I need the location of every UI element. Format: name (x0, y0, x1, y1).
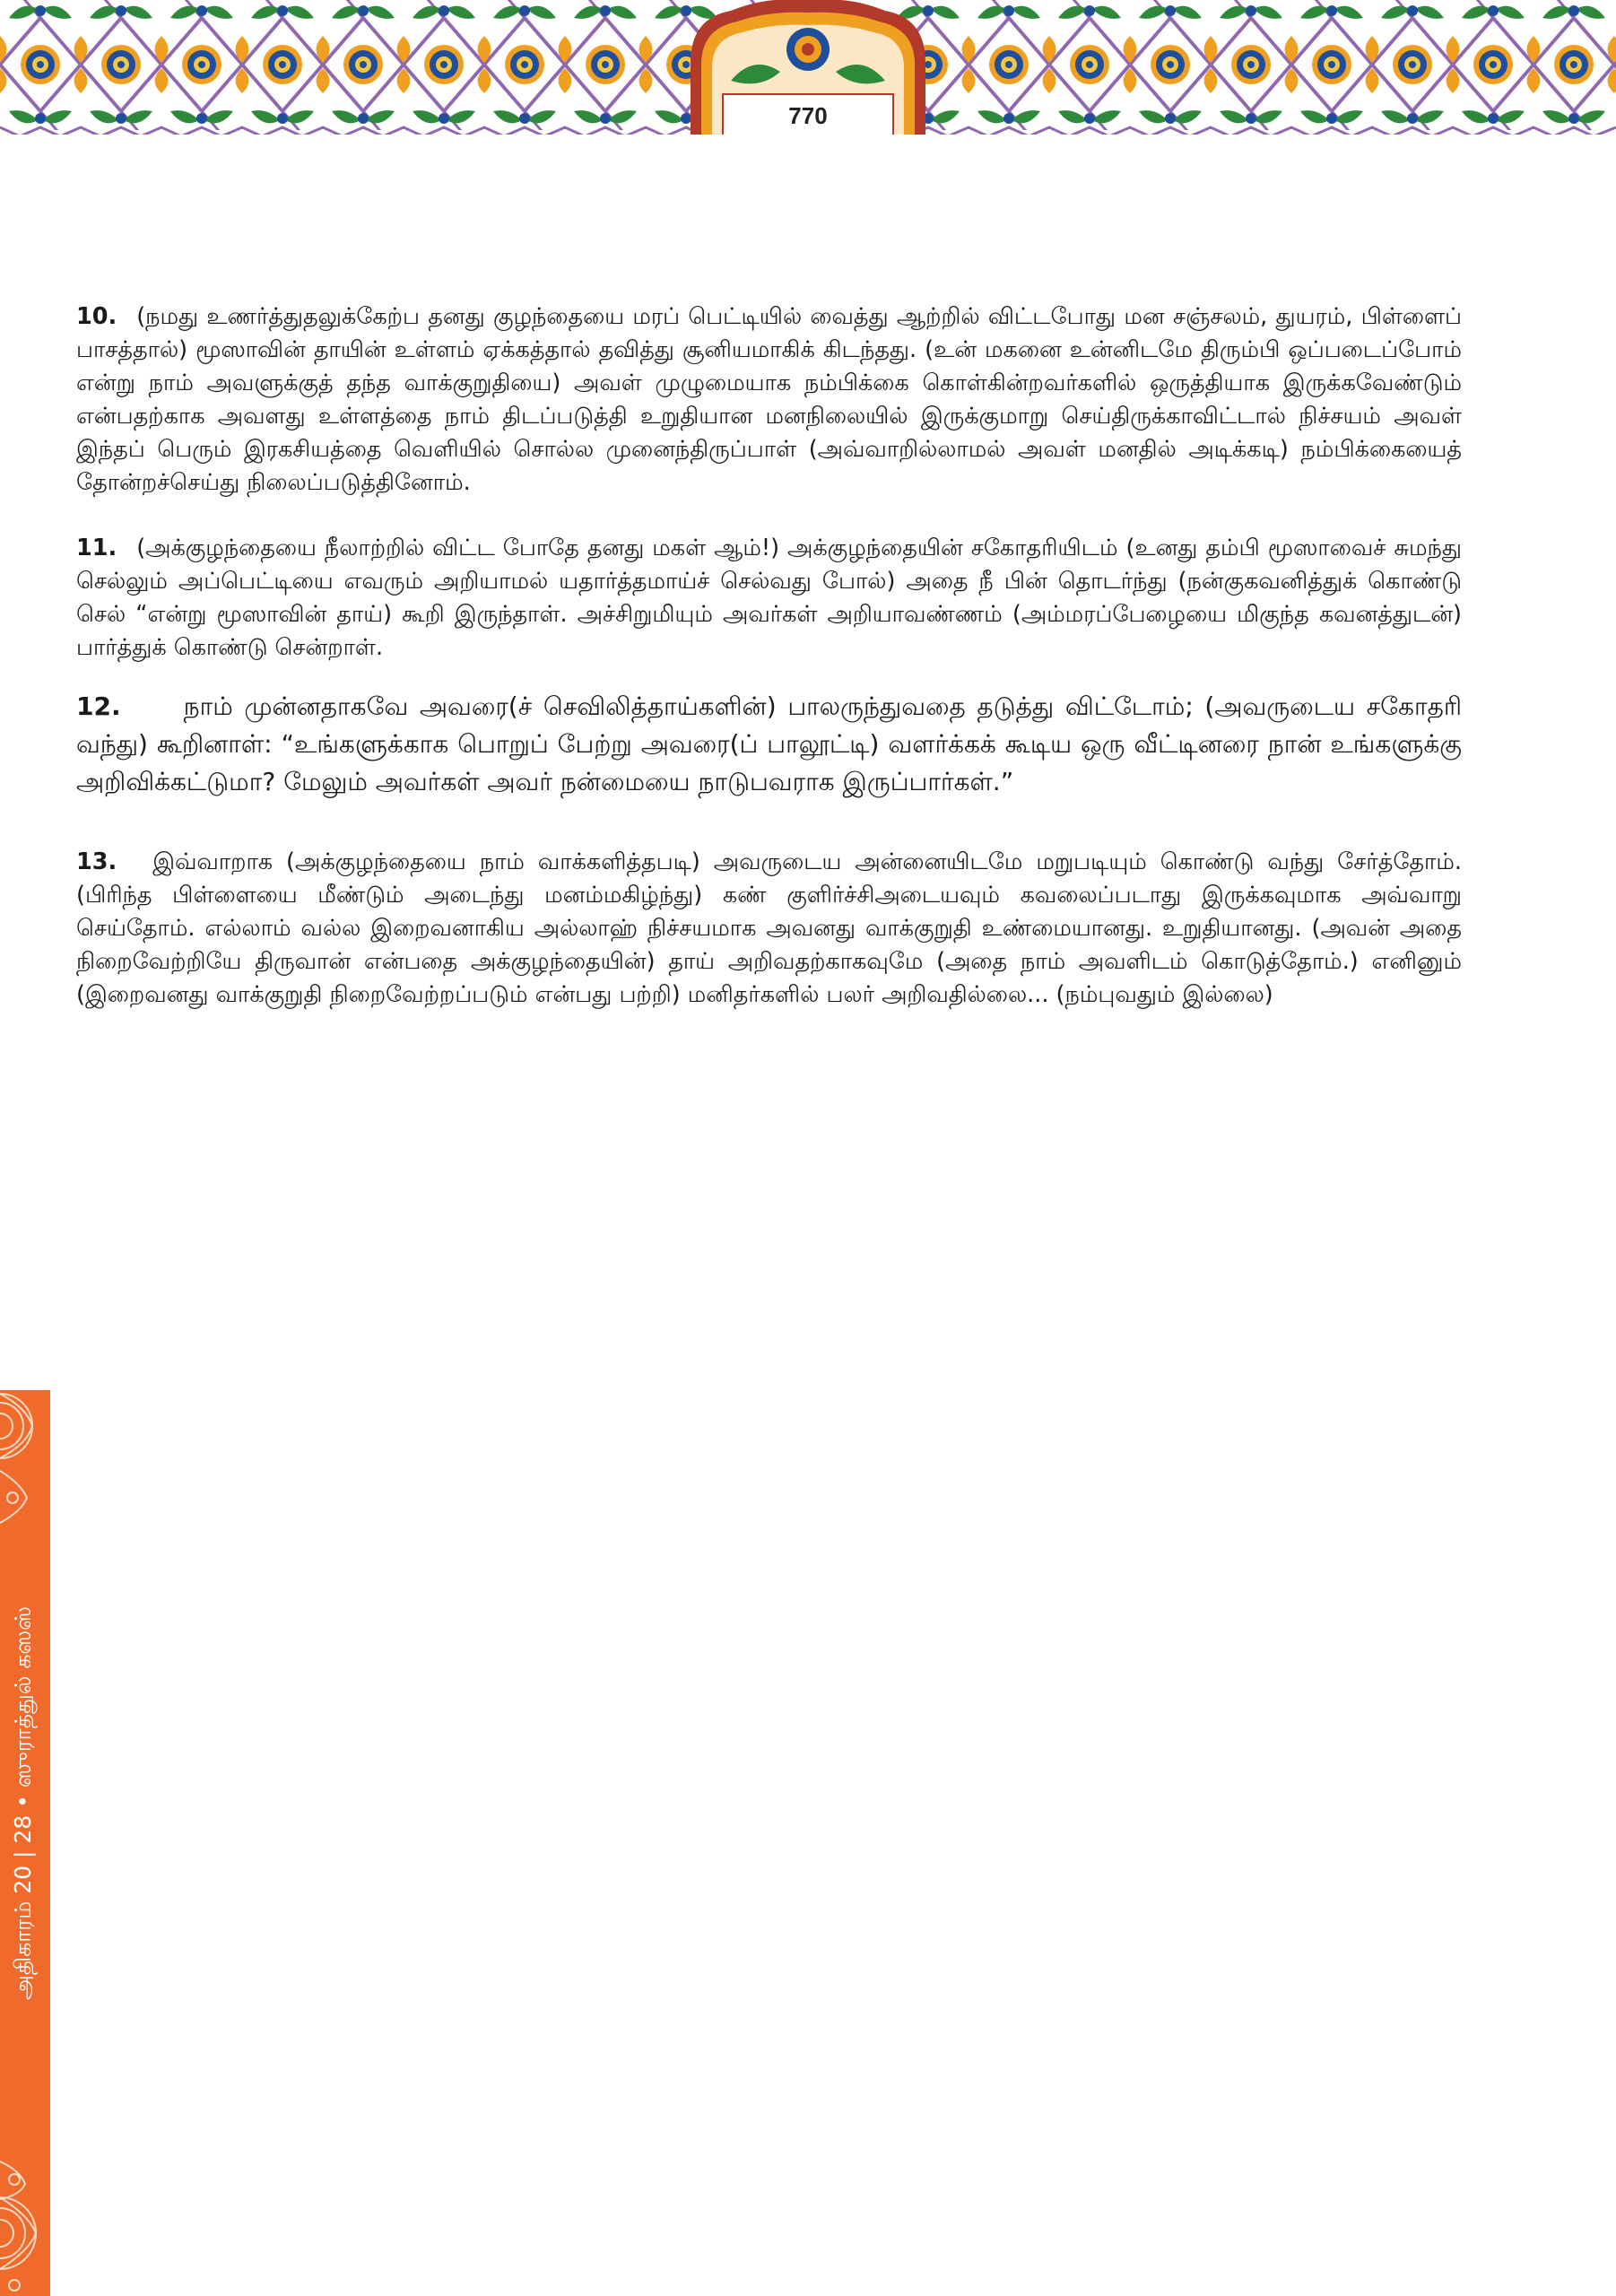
verse-10 (76, 300, 1462, 500)
verse-text: (அக்குழந்தையை நீலாற்றில் விட்ட போதே தனது மகள் ஆம்!) அக்குழந்தையின் சகோதரியிடம் (உனது தம்பி மூஸாவைச் சுமந்து செல்லும் அப்பெட்டியை எவரும் அறியாமல் யதார்த்தமாய்ச் செல்வது போல்) அதை நீ பின் தொடர்ந்து (நன்குகவனித்துக் கொண்டு செல் “என்று மூஸாவின் தாய்) கூறி இருந்தாள். அச்சிறுமியும் அவர்கள் அறியாவண்ணம் (அம்மரப்பேழையை மிகுந்த கவனத்துடன்) பார்த்துக் கொண்டு சென்றாள். (76, 535, 1462, 661)
verse-13 (76, 846, 1462, 1012)
page-number: 770 (788, 101, 828, 129)
chapter-sidebar-tab (0, 1390, 50, 2296)
verse-12 (76, 688, 1462, 801)
verse-text: நாம் முன்னதாகவே அவரை(ச் செவிலித்தாய்களின்) பாலருந்துவதை தடுத்து விட்டோம்; (அவருடைய சகோதரி வந்து) கூறினாள்: “உங்களுக்காக பொறுப் பேற்று அவரை(ப் பாலூட்டி) வளர்க்கக் கூடிய ஒரு வீட்டினரை நான் உங்களுக்கு அறிவிக்கட்டுமா? மேலும் அவர்கள் அவர் நன்மையை நாடுபவராக இருப்பார்கள்.” (76, 691, 1462, 796)
decorative-header-band (0, 0, 1616, 135)
verse-text: (நமது உணர்த்துதலுக்கேற்ப தனது குழந்தையை மரப் பெட்டியில் வைத்து ஆற்றில் விட்டபோது மன சஞ்சலம், துயரம், பிள்ளைப் பாசத்தால்) மூஸாவின் தாயின் உள்ளம் ஏக்கத்தால் தவித்து சூனியமாகிக் கிடந்தது. (உன் மகனை உன்னிடமே திரும்பி ஒப்படைப்போம் என்று நாம் அவளுக்குத் தந்த வாக்குறுதியை) அவள் முழுமையாக நம்பிக்கை கொள்கின்றவர்களில் ஒருத்தியாக இருக்கவேண்டும் என்பதற்காக அவளது உள்ளத்தை நாம் திடப்படுத்தி உறுதியான மனநிலையில் இருக்குமாறு செய்திருக்காவிட்டால் நிச்சயம் அவள் இந்தப் பெரும் இரகசியத்தை வெளியில் சொல்ல முனைந்திருப்பாள் (அவ்வாறில்லாமல் அவள் மனதில் அடிக்கடி) நம்பிக்கையைத் தோன்றச்செய்து நிலைப்படுத்தினோம். (76, 303, 1462, 496)
verse-number: 11. (76, 535, 117, 561)
sidebar-chapter-label (0, 1462, 50, 2144)
verse-text: இவ்வாறாக (அக்குழந்தையை நாம் வாக்களித்தபடி) அவருடைய அன்னையிடமே மறுபடியும் கொண்டு வந்து சேர்த்தோம். (பிரிந்த பிள்ளையை மீண்டும் அடைந்து மனம்மகிழ்ந்து) கண் குளிர்ச்சிஅடையவும் கவலைப்படாது இருக்கவுமாக அவ்வாறு செய்தோம். எல்லாம் வல்ல இறைவனாகிய அல்லாஹ் நிச்சயமாக அவனது வாக்குறுதி உண்மையானது. உறுதியானது. (அவன் அதை நிறைவேற்றியே திருவான் என்பதை அக்குழந்தையின்) தாய் அறிவதற்காகவுமே (அதை நாம் அவளிடம் கொடுத்தோம்.) எனினும் (இறைவனது வாக்குறுதி நிறைவேற்றப்படும் என்பது பற்றி) மனிதர்களில் பலர் அறிவதில்லை... (நம்புவதும் இல்லை) (76, 848, 1462, 1008)
sidebar-label-text: அதிகாரம் 20 | 28 • ஸுராத்துல் கஸஸ் (10, 1605, 37, 2000)
main-content (76, 300, 1462, 1012)
verse-number: 13. (76, 848, 117, 875)
verse-number: 10. (76, 303, 117, 330)
verse-number: 12. (76, 691, 121, 721)
verse-11 (76, 532, 1462, 665)
sidebar-bottom-ornament (0, 2152, 50, 2296)
